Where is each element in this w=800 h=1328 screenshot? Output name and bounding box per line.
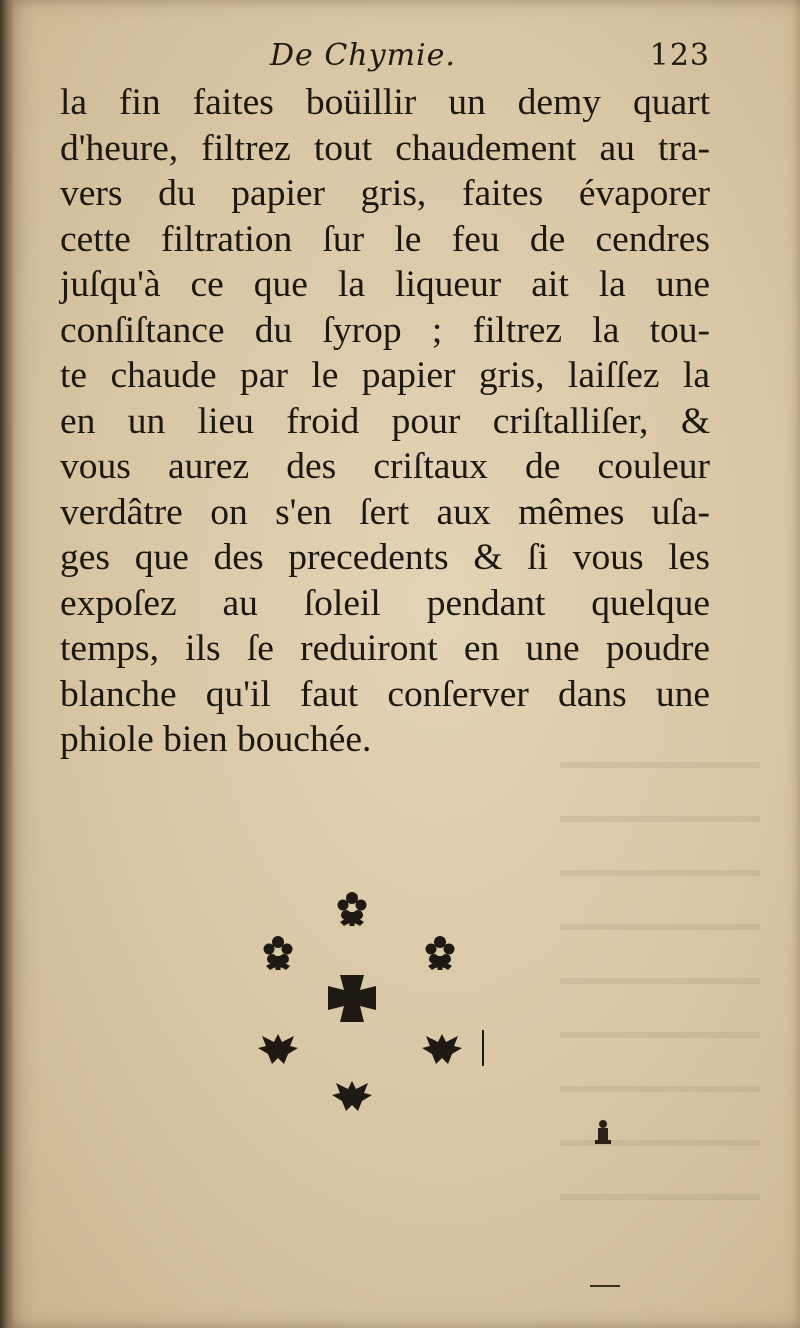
text-line: blanche qu'il faut conſerver dans une: [60, 673, 710, 715]
stray-mark-icon: [590, 1284, 620, 1288]
text-line: verdâtre on s'en ſert aux mêmes uſa-: [60, 491, 710, 533]
page-header: [60, 38, 710, 78]
text-line: vers du papier gris, faites évaporer: [60, 173, 710, 214]
text-line: juſqu'à ce que la liqueur ait la une: [60, 264, 710, 305]
text-line: d'heure, filtrez tout chaudement au tra-: [60, 127, 710, 169]
text-line: phiole bien bouchée.: [60, 719, 372, 760]
fleuron-cross-ornament-icon: [230, 880, 530, 1120]
show-through-bleed: [560, 740, 760, 1200]
text-line: conſiſtance du ſyrop ; filtrez la tou-: [60, 309, 710, 351]
text-line: temps, ils ſe reduiront en une poudre: [60, 628, 710, 669]
text-line: vous aurez des criſtaux de couleur: [60, 446, 710, 487]
text-line: ges que des precedents & ſi vous les: [60, 537, 710, 578]
text-line: te chaude par le papier gris, laiſſez la: [60, 355, 710, 396]
text-line: la fin faites boüillir un demy quart: [60, 82, 710, 123]
binding-gutter-shadow: [0, 0, 14, 1328]
running-title: De Chymie.: [270, 38, 456, 73]
ink-blot-icon: [592, 1118, 614, 1148]
text-line: expoſez au ſoleil pendant quelque: [60, 582, 710, 624]
text-line: en un lieu froid pour criſtalliſer, &: [60, 400, 710, 442]
text-line: cette filtration ſur le feu de cendres: [60, 218, 710, 260]
page-number: 123: [649, 38, 710, 73]
body-text: [60, 80, 710, 763]
